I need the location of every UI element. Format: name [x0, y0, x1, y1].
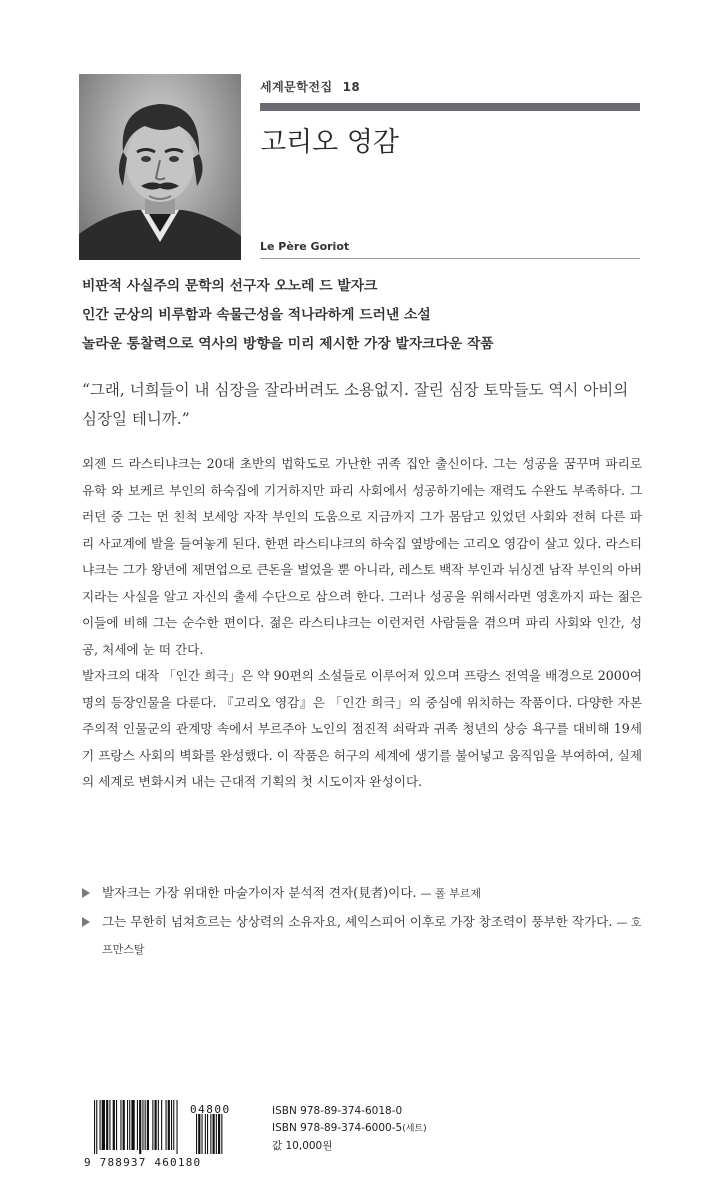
barcode-bar	[147, 1100, 149, 1150]
isbn-info	[272, 1103, 427, 1155]
barcode-addon-bar	[207, 1114, 208, 1154]
barcode-addon-digits: 04800	[190, 1103, 231, 1116]
original-title: Le Père Goriot	[260, 240, 350, 253]
barcode-bar	[166, 1100, 167, 1150]
barcode-bar	[177, 1100, 178, 1154]
barcode-bar	[123, 1100, 125, 1150]
barcode-bar	[171, 1100, 172, 1150]
barcode-bar	[145, 1100, 146, 1150]
isbn-line	[272, 1103, 427, 1120]
isbn-label: ISBN	[272, 1122, 297, 1134]
praise-author: — 폴 부르제	[420, 887, 482, 900]
tagline: 비판적 사실주의 문학의 선구자 오노레 드 발자크	[82, 278, 378, 294]
praise-item	[82, 880, 642, 907]
price-value: 10,000원	[285, 1140, 333, 1152]
praise-text: 발자크는 가장 위대한 마술가이자 분석적 견자(見者)이다.	[102, 885, 417, 900]
synopsis-paragraph: 발자크의 대작 「인간 희극」은 약 90편의 소설들로 이루어져 있으며 프랑스 전역을 배경으로 2000여 명의 등장인물을 다룬다. 『고리오 영감』은 「인간 희극」의 중심에 위치하는 작품이다. 다양한 자본주의적 인물군의 관계망 속에서 부르주아 노인의 점진적 쇠락과 귀족 청년의 상승 욕구를 대비해 19세기 프랑스 사회의 벽화를 완성했다. 이 작품은 허구의 세계에 생기를 불어넣고 움직임을 부여하여, 실제의 세계로 변화시켜 내는 근대적 기획의 첫 시도이자 완성이다.	[82, 668, 642, 789]
isbn-value: 978-89-374-6018-0	[300, 1105, 403, 1117]
barcode-bar	[106, 1100, 108, 1150]
taglines	[82, 272, 642, 359]
tagline: 놀라운 통찰력으로 역사의 방향을 미리 제시한 가장 발자크다운 작품	[82, 336, 494, 352]
barcode-addon-bar	[196, 1114, 197, 1154]
barcode-bar	[113, 1100, 115, 1150]
price-line	[272, 1138, 427, 1155]
barcode-bar	[96, 1100, 97, 1154]
barcode-bar	[94, 1100, 95, 1154]
series-number: 18	[342, 80, 361, 94]
barcode-bar	[102, 1100, 105, 1150]
barcode-bar	[139, 1100, 141, 1154]
isbn-set-line	[272, 1120, 427, 1138]
pull-quote: “그래, 너희들이 내 심장을 잘라버려도 소용없지. 잘린 심장 토막들도 역시 아비의 심장일 테니까.”	[82, 381, 629, 428]
barcode-addon-bar	[210, 1114, 211, 1154]
tagline: 인간 군상의 비루함과 속물근성을 적나라하게 드러낸 소설	[82, 307, 431, 323]
barcode-addon-bar	[202, 1114, 203, 1154]
barcode-bar	[129, 1100, 130, 1150]
author-portrait	[79, 74, 241, 260]
barcode-bar	[173, 1100, 174, 1150]
barcode-addon-bar	[213, 1114, 215, 1154]
barcode-digits: 9 788937 460180	[84, 1156, 202, 1169]
title-bar	[260, 103, 640, 111]
praise-item	[82, 909, 642, 963]
price-label: 값	[272, 1140, 283, 1152]
barcode-bar	[161, 1100, 162, 1150]
isbn-label: ISBN	[272, 1105, 297, 1117]
series-label	[260, 78, 360, 95]
barcode-bar	[100, 1100, 101, 1150]
barcode-bar	[155, 1100, 157, 1150]
triangle-bullet-icon	[82, 888, 90, 898]
praise-text: 그는 무한히 넘쳐흐르는 상상력의 소유자요, 셰익스피어 이후로 가장 창조력이 풍부한 작가다.	[102, 914, 613, 929]
barcode-bar	[131, 1100, 134, 1150]
barcode-bar	[127, 1100, 128, 1150]
praise-list	[82, 880, 642, 965]
barcode-addon-bar	[221, 1114, 222, 1154]
synopsis-paragraph: 외젠 드 라스티냐크는 20대 초반의 법학도로 가난한 귀족 집안 출신이다. 그는 성공을 꿈꾸며 파리로 유학 와 보케르 부인의 하숙집에 기거하지만 파리 사회에서 성공하기에는 재력도 수완도 부족하다. 그러던 중 그는 먼 친척 보세앙 자작 부인의 도움으로 지금까지 그가 몸담고 있었던 사회와 전혀 다른 파리 사교계에 발을 들여놓게 된다. 한편 라스티냐크의 하숙집 옆방에는 고리오 영감이 살고 있다. 라스티냐크는 그가 왕년에 제면업으로 큰돈을 벌었을 뿐 아니라, 레스토 백작 부인과 뉘싱겐 남작 부인의 아버지라는 사실을 알고 자신의 출세 수단으로 삼으려 한다. 그러나 성공을 위해서라면 영혼까지 파는 젊은이들에 비해 그는 순수한 편이다. 젊은 라스티냐크는 이런저런 사람들을 겪으며 파리 사회와 인간, 성공, 처세에 눈 떠 간다.	[82, 456, 642, 657]
barcode-bar	[137, 1100, 138, 1150]
barcode-bar	[142, 1100, 143, 1150]
barcode-bar	[120, 1100, 121, 1150]
barcode-addon-bar	[216, 1114, 217, 1154]
series-name: 세계문학전집	[260, 80, 333, 94]
barcode-bar	[158, 1100, 159, 1150]
barcode-bar	[168, 1100, 170, 1150]
synopsis	[82, 451, 642, 796]
barcode-bar	[116, 1100, 117, 1150]
book-title: 고리오 영감	[260, 127, 399, 158]
barcode-addon-bar	[218, 1114, 220, 1154]
barcode-bar	[109, 1100, 110, 1150]
triangle-bullet-icon	[82, 917, 90, 927]
barcode-addon-bar	[198, 1114, 200, 1154]
praise-author: — 호프만스탈	[102, 916, 642, 956]
title-divider	[260, 258, 640, 259]
isbn-value: 978-89-374-6000-5	[300, 1122, 403, 1134]
barcode-bar	[152, 1100, 153, 1150]
isbn-set-note: (세트)	[402, 1124, 427, 1134]
barcode-addon-bar	[205, 1114, 206, 1154]
